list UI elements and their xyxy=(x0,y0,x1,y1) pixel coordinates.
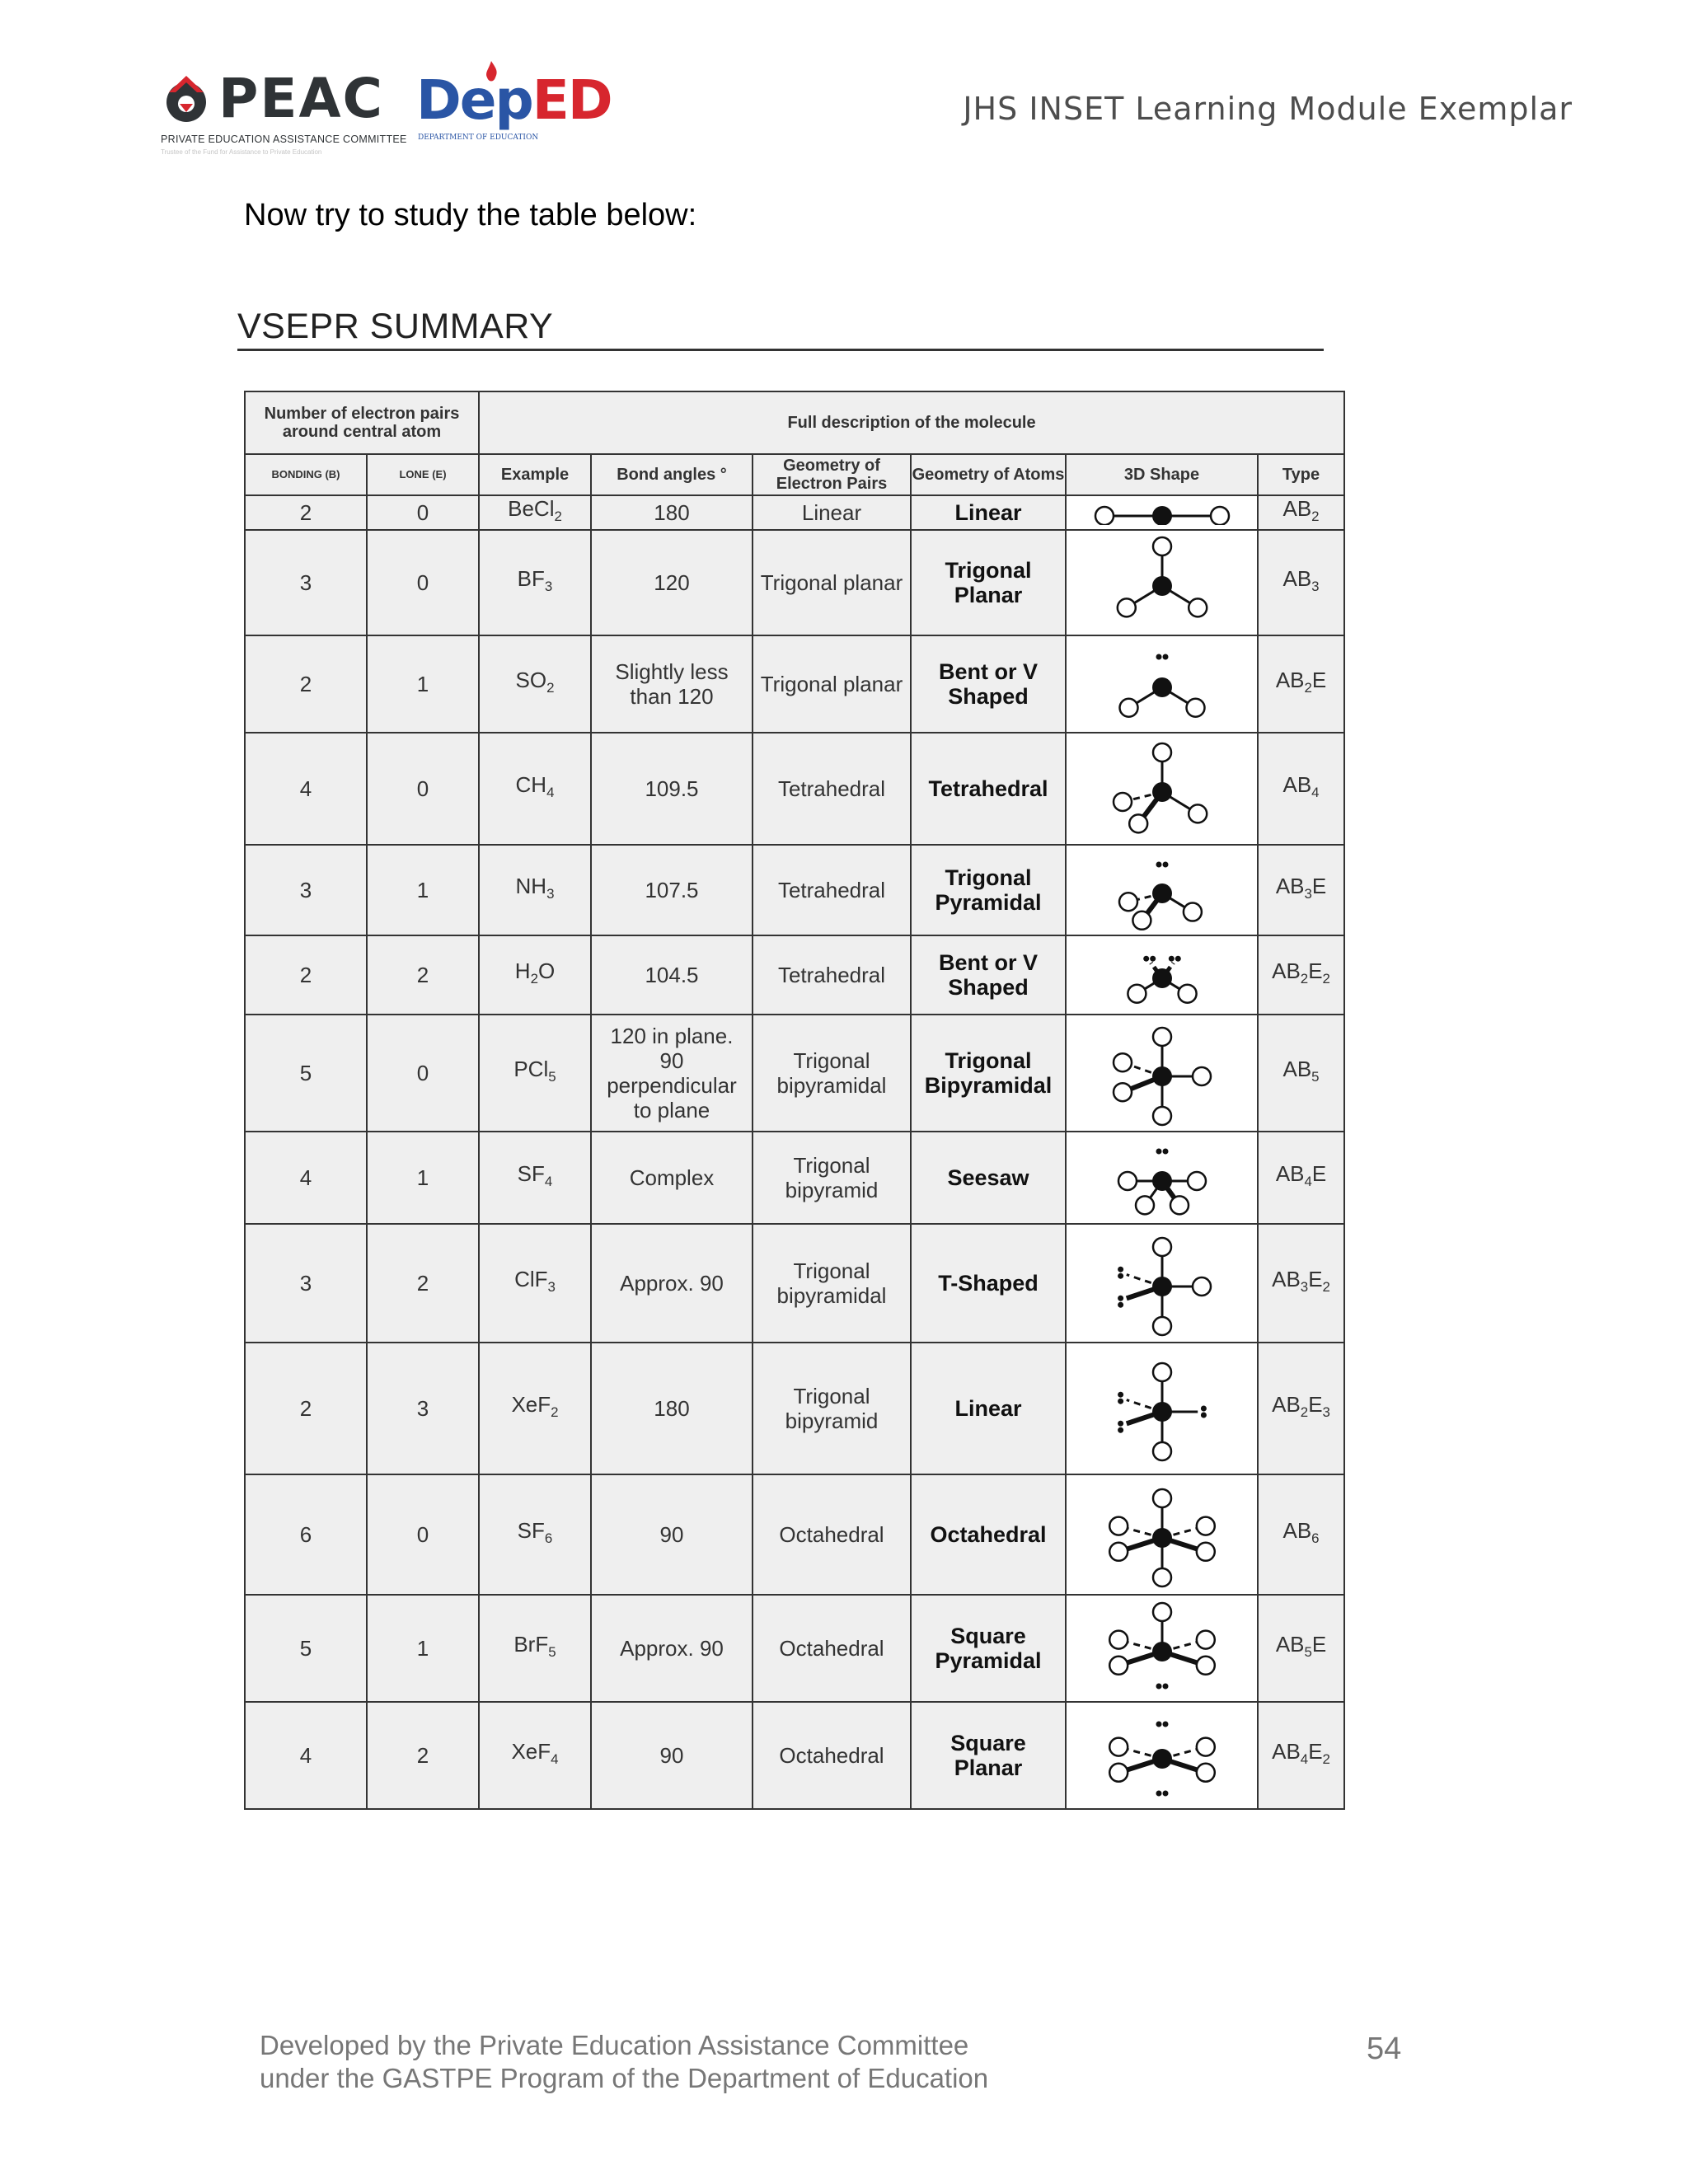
cell-type xyxy=(1258,1595,1344,1702)
example-subscript: 3 xyxy=(547,1279,556,1296)
cell-example xyxy=(479,935,591,1015)
cell-geometry-pairs: Octahedral xyxy=(753,1474,911,1595)
table-row xyxy=(245,530,1344,635)
cell-type xyxy=(1258,935,1344,1015)
cell-geometry-atoms: Octahedral xyxy=(911,1474,1066,1595)
cell-bond-angle: 90 xyxy=(591,1702,753,1809)
example-formula: XeF xyxy=(511,1392,551,1418)
cell-bonding: 2 xyxy=(245,935,367,1015)
cell-bond-angle: 120 in plane. 90 perpendicular to plane xyxy=(591,1015,753,1132)
type-lone-symbol: E xyxy=(1308,1392,1323,1418)
peac-wordmark: PEAC xyxy=(218,67,384,130)
type-formula: AB xyxy=(1282,1518,1312,1544)
deped-logo xyxy=(416,61,612,152)
cell-example xyxy=(479,733,591,845)
section-heading: VSEPR SUMMARY xyxy=(237,307,1324,351)
example-formula: NH xyxy=(515,874,547,899)
table-row xyxy=(245,1474,1344,1595)
cell-3d-shape xyxy=(1066,530,1258,635)
footer-line-2: under the GASTPE Program of the Department of Education xyxy=(260,2063,989,2093)
cell-geometry-atoms: Bent or V Shaped xyxy=(911,935,1066,1015)
header-full-description: Full description of the molecule xyxy=(479,391,1344,454)
cell-bond-angle: 180 xyxy=(591,1343,753,1474)
cell-bond-angle: 107.5 xyxy=(591,845,753,935)
cell-example xyxy=(479,1343,591,1474)
molecule-linear-diagram xyxy=(1067,500,1257,525)
cell-bond-angle: Approx. 90 xyxy=(591,1224,753,1343)
cell-bond-angle: Slightly less than 120 xyxy=(591,635,753,733)
cell-type xyxy=(1258,635,1344,733)
table-row xyxy=(245,1132,1344,1224)
deped-dep: Dep xyxy=(416,68,532,132)
molecule-t-shaped-diagram xyxy=(1067,1226,1257,1341)
example-formula-tail: O xyxy=(537,958,556,984)
cell-lone: 2 xyxy=(367,1702,479,1809)
cell-bond-angle: 180 xyxy=(591,495,753,530)
col-example: Example xyxy=(479,454,591,495)
cell-geometry-atoms: Trigonal Planar xyxy=(911,530,1066,635)
cell-geometry-atoms: T-Shaped xyxy=(911,1224,1066,1343)
cell-lone: 2 xyxy=(367,935,479,1015)
cell-lone: 1 xyxy=(367,845,479,935)
type-lone-subscript: 2 xyxy=(1322,1279,1330,1296)
page-number: 54 xyxy=(1367,2032,1402,2066)
type-lone-symbol: E xyxy=(1311,874,1327,899)
table-row xyxy=(245,845,1344,935)
type-lone-symbol: E xyxy=(1308,958,1323,984)
cell-bond-angle: 109.5 xyxy=(591,733,753,845)
example-subscript: 6 xyxy=(544,1530,553,1547)
cell-3d-shape xyxy=(1066,1015,1258,1132)
cell-geometry-pairs: Linear xyxy=(753,495,911,530)
type-subscript: 2 xyxy=(1300,971,1309,987)
cell-lone: 1 xyxy=(367,1132,479,1224)
cell-3d-shape xyxy=(1066,495,1258,530)
molecule-square-pyramidal-diagram xyxy=(1067,1596,1257,1700)
header-electron-pairs: Number of electron pairs around central atom xyxy=(245,391,479,454)
col-bonding: BONDING (B) xyxy=(245,454,367,495)
example-formula: BF xyxy=(517,566,545,592)
example-formula: H xyxy=(514,958,531,984)
col-bond-angles: Bond angles ° xyxy=(591,454,753,495)
cell-bond-angle: 120 xyxy=(591,530,753,635)
cell-bonding: 5 xyxy=(245,1595,367,1702)
cell-lone: 2 xyxy=(367,1224,479,1343)
molecule-tbp-diagram xyxy=(1067,1016,1257,1130)
cell-3d-shape xyxy=(1066,1132,1258,1224)
deped-wordmark xyxy=(416,68,612,134)
type-formula: AB xyxy=(1272,958,1301,984)
type-subscript: 5 xyxy=(1311,1069,1320,1085)
col-type: Type xyxy=(1258,454,1344,495)
cell-bonding: 2 xyxy=(245,635,367,733)
example-subscript: 4 xyxy=(544,1174,553,1190)
type-lone-symbol: E xyxy=(1311,668,1327,693)
peac-full-name: PRIVATE EDUCATION ASSISTANCE COMMITTEE xyxy=(161,134,407,145)
example-subscript: 5 xyxy=(548,1069,556,1085)
cell-3d-shape xyxy=(1066,1343,1258,1474)
cell-bonding: 5 xyxy=(245,1015,367,1132)
cell-lone: 1 xyxy=(367,635,479,733)
cell-lone: 3 xyxy=(367,1343,479,1474)
cell-type xyxy=(1258,1224,1344,1343)
peac-emblem-icon xyxy=(161,74,212,125)
example-subscript: 2 xyxy=(546,680,555,696)
cell-geometry-atoms: Tetrahedral xyxy=(911,733,1066,845)
table-row xyxy=(245,635,1344,733)
vsepr-summary-table xyxy=(244,391,1345,1810)
cell-geometry-pairs: Octahedral xyxy=(753,1702,911,1809)
type-lone-subscript: 2 xyxy=(1322,1751,1330,1768)
cell-type xyxy=(1258,530,1344,635)
cell-geometry-atoms: Trigonal Pyramidal xyxy=(911,845,1066,935)
example-subscript: 5 xyxy=(548,1644,556,1661)
footer-line-1: Developed by the Private Education Assistance Committee xyxy=(260,2030,969,2060)
cell-geometry-atoms: Linear xyxy=(911,495,1066,530)
table-row xyxy=(245,733,1344,845)
example-subscript: 4 xyxy=(551,1751,559,1768)
type-formula: AB xyxy=(1282,1057,1312,1082)
cell-type xyxy=(1258,845,1344,935)
example-formula: XeF xyxy=(511,1739,551,1765)
cell-bond-angle: 90 xyxy=(591,1474,753,1595)
cell-geometry-atoms: Trigonal Bipyramidal xyxy=(911,1015,1066,1132)
table-row xyxy=(245,1595,1344,1702)
cell-3d-shape xyxy=(1066,1595,1258,1702)
col-lone: LONE (E) xyxy=(367,454,479,495)
cell-type xyxy=(1258,1132,1344,1224)
cell-bonding: 6 xyxy=(245,1474,367,1595)
cell-type xyxy=(1258,1343,1344,1474)
molecule-octahedral-diagram xyxy=(1067,1476,1257,1593)
cell-3d-shape xyxy=(1066,935,1258,1015)
cell-geometry-pairs: Tetrahedral xyxy=(753,733,911,845)
module-title: JHS INSET Learning Module Exemplar xyxy=(963,91,1573,127)
example-formula: BrF xyxy=(513,1632,549,1657)
cell-geometry-pairs: Trigonal planar xyxy=(753,530,911,635)
col-geometry-pairs: Geometry of Electron Pairs xyxy=(753,454,911,495)
example-subscript: 3 xyxy=(544,579,553,595)
type-subscript: 4 xyxy=(1300,1751,1309,1768)
deped-ed: ED xyxy=(532,68,612,132)
col-shape: 3D Shape xyxy=(1066,454,1258,495)
cell-bonding: 3 xyxy=(245,845,367,935)
example-subscript: 3 xyxy=(546,886,555,902)
type-subscript: 3 xyxy=(1300,1279,1309,1296)
cell-example xyxy=(479,845,591,935)
cell-3d-shape xyxy=(1066,845,1258,935)
cell-bonding: 3 xyxy=(245,530,367,635)
type-formula: AB xyxy=(1282,772,1312,798)
table-row xyxy=(245,1343,1344,1474)
type-subscript: 3 xyxy=(1304,886,1312,902)
footer xyxy=(260,2029,988,2095)
molecule-trigonal-pyramidal-diagram xyxy=(1067,846,1257,934)
example-subscript: 2 xyxy=(554,509,562,525)
cell-bond-angle: Approx. 90 xyxy=(591,1595,753,1702)
cell-3d-shape xyxy=(1066,1702,1258,1809)
type-formula: AB xyxy=(1272,1267,1301,1292)
example-formula: ClF xyxy=(514,1267,548,1292)
cell-type xyxy=(1258,733,1344,845)
cell-example xyxy=(479,635,591,733)
example-formula: SO xyxy=(515,668,547,693)
cell-type xyxy=(1258,1015,1344,1132)
cell-bonding: 2 xyxy=(245,495,367,530)
table-row xyxy=(245,1224,1344,1343)
type-subscript: 6 xyxy=(1311,1530,1320,1547)
cell-geometry-atoms: Seesaw xyxy=(911,1132,1066,1224)
example-formula: SF xyxy=(517,1161,545,1187)
example-formula: SF xyxy=(517,1518,545,1544)
type-lone-symbol: E xyxy=(1311,1161,1327,1187)
molecule-bent-2-diagram xyxy=(1067,937,1257,1013)
page-header xyxy=(0,0,1688,165)
cell-geometry-atoms: Square Planar xyxy=(911,1702,1066,1809)
cell-example xyxy=(479,1595,591,1702)
cell-geometry-pairs: Tetrahedral xyxy=(753,845,911,935)
type-lone-subscript: 3 xyxy=(1322,1404,1330,1421)
cell-geometry-pairs: Trigonal bipyramidal xyxy=(753,1015,911,1132)
cell-bonding: 3 xyxy=(245,1224,367,1343)
cell-lone: 0 xyxy=(367,1474,479,1595)
peac-logo xyxy=(161,66,407,157)
type-lone-symbol: E xyxy=(1311,1632,1327,1657)
type-formula: AB xyxy=(1275,874,1305,899)
molecule-tetrahedral-diagram xyxy=(1067,734,1257,843)
cell-type xyxy=(1258,1474,1344,1595)
cell-geometry-pairs: Tetrahedral xyxy=(753,935,911,1015)
cell-bonding: 2 xyxy=(245,1343,367,1474)
intro-text: Now try to study the table below: xyxy=(244,198,697,232)
type-formula: AB xyxy=(1275,668,1305,693)
cell-geometry-atoms: Bent or V Shaped xyxy=(911,635,1066,733)
col-geometry-atoms: Geometry of Atoms xyxy=(911,454,1066,495)
cell-lone: 0 xyxy=(367,495,479,530)
example-formula: CH xyxy=(515,772,547,798)
cell-geometry-atoms: Square Pyramidal xyxy=(911,1595,1066,1702)
cell-example xyxy=(479,1132,591,1224)
table-row xyxy=(245,495,1344,530)
example-formula: BeCl xyxy=(508,496,555,521)
type-formula: AB xyxy=(1275,1161,1305,1187)
cell-geometry-pairs: Trigonal bipyramid xyxy=(753,1343,911,1474)
cell-bond-angle: Complex xyxy=(591,1132,753,1224)
table-row xyxy=(245,1702,1344,1809)
example-subscript: 4 xyxy=(546,785,555,801)
cell-bonding: 4 xyxy=(245,1132,367,1224)
type-formula: AB xyxy=(1272,1392,1301,1418)
cell-bonding: 4 xyxy=(245,1702,367,1809)
cell-lone: 1 xyxy=(367,1595,479,1702)
example-formula: PCl xyxy=(513,1057,549,1082)
cell-geometry-pairs: Trigonal bipyramid xyxy=(753,1132,911,1224)
table-row xyxy=(245,1015,1344,1132)
cell-example xyxy=(479,495,591,530)
cell-example xyxy=(479,1015,591,1132)
molecule-trigonal-planar-diagram xyxy=(1067,532,1257,634)
cell-3d-shape xyxy=(1066,635,1258,733)
cell-lone: 0 xyxy=(367,530,479,635)
cell-3d-shape xyxy=(1066,1224,1258,1343)
cell-3d-shape xyxy=(1066,733,1258,845)
cell-geometry-pairs: Trigonal bipyramidal xyxy=(753,1224,911,1343)
type-formula: AB xyxy=(1275,1632,1305,1657)
cell-example xyxy=(479,1224,591,1343)
cell-example xyxy=(479,1474,591,1595)
cell-geometry-atoms: Linear xyxy=(911,1343,1066,1474)
type-subscript: 2 xyxy=(1311,509,1320,525)
cell-example xyxy=(479,530,591,635)
molecule-bent-1-diagram xyxy=(1067,637,1257,731)
type-formula: AB xyxy=(1282,496,1312,521)
molecule-linear-3-diagram xyxy=(1067,1344,1257,1473)
peac-tagline: Trustee of the Fund for Assistance to Private Education xyxy=(161,148,322,156)
cell-geometry-pairs: Trigonal planar xyxy=(753,635,911,733)
cell-lone: 0 xyxy=(367,733,479,845)
cell-type xyxy=(1258,495,1344,530)
cell-lone: 0 xyxy=(367,1015,479,1132)
cell-geometry-pairs: Octahedral xyxy=(753,1595,911,1702)
type-lone-symbol: E xyxy=(1308,1739,1323,1765)
cell-bond-angle: 104.5 xyxy=(591,935,753,1015)
type-lone-symbol: E xyxy=(1308,1267,1323,1292)
type-formula: AB xyxy=(1282,566,1312,592)
deped-full-name: DEPARTMENT OF EDUCATION xyxy=(418,134,539,142)
type-subscript: 2 xyxy=(1300,1404,1309,1421)
type-lone-subscript: 2 xyxy=(1322,971,1330,987)
table-row xyxy=(245,935,1344,1015)
type-subscript: 5 xyxy=(1304,1644,1312,1661)
type-subscript: 2 xyxy=(1304,680,1312,696)
molecule-seesaw-diagram xyxy=(1067,1133,1257,1222)
type-subscript: 4 xyxy=(1311,785,1320,801)
example-subscript: 2 xyxy=(530,971,538,987)
type-subscript: 3 xyxy=(1311,579,1320,595)
example-subscript: 2 xyxy=(551,1404,559,1421)
cell-example xyxy=(479,1702,591,1809)
type-formula: AB xyxy=(1272,1739,1301,1765)
cell-bonding: 4 xyxy=(245,733,367,845)
type-subscript: 4 xyxy=(1304,1174,1312,1190)
cell-3d-shape xyxy=(1066,1474,1258,1595)
cell-type xyxy=(1258,1702,1344,1809)
molecule-square-planar-diagram xyxy=(1067,1704,1257,1807)
table-body xyxy=(245,495,1344,1809)
